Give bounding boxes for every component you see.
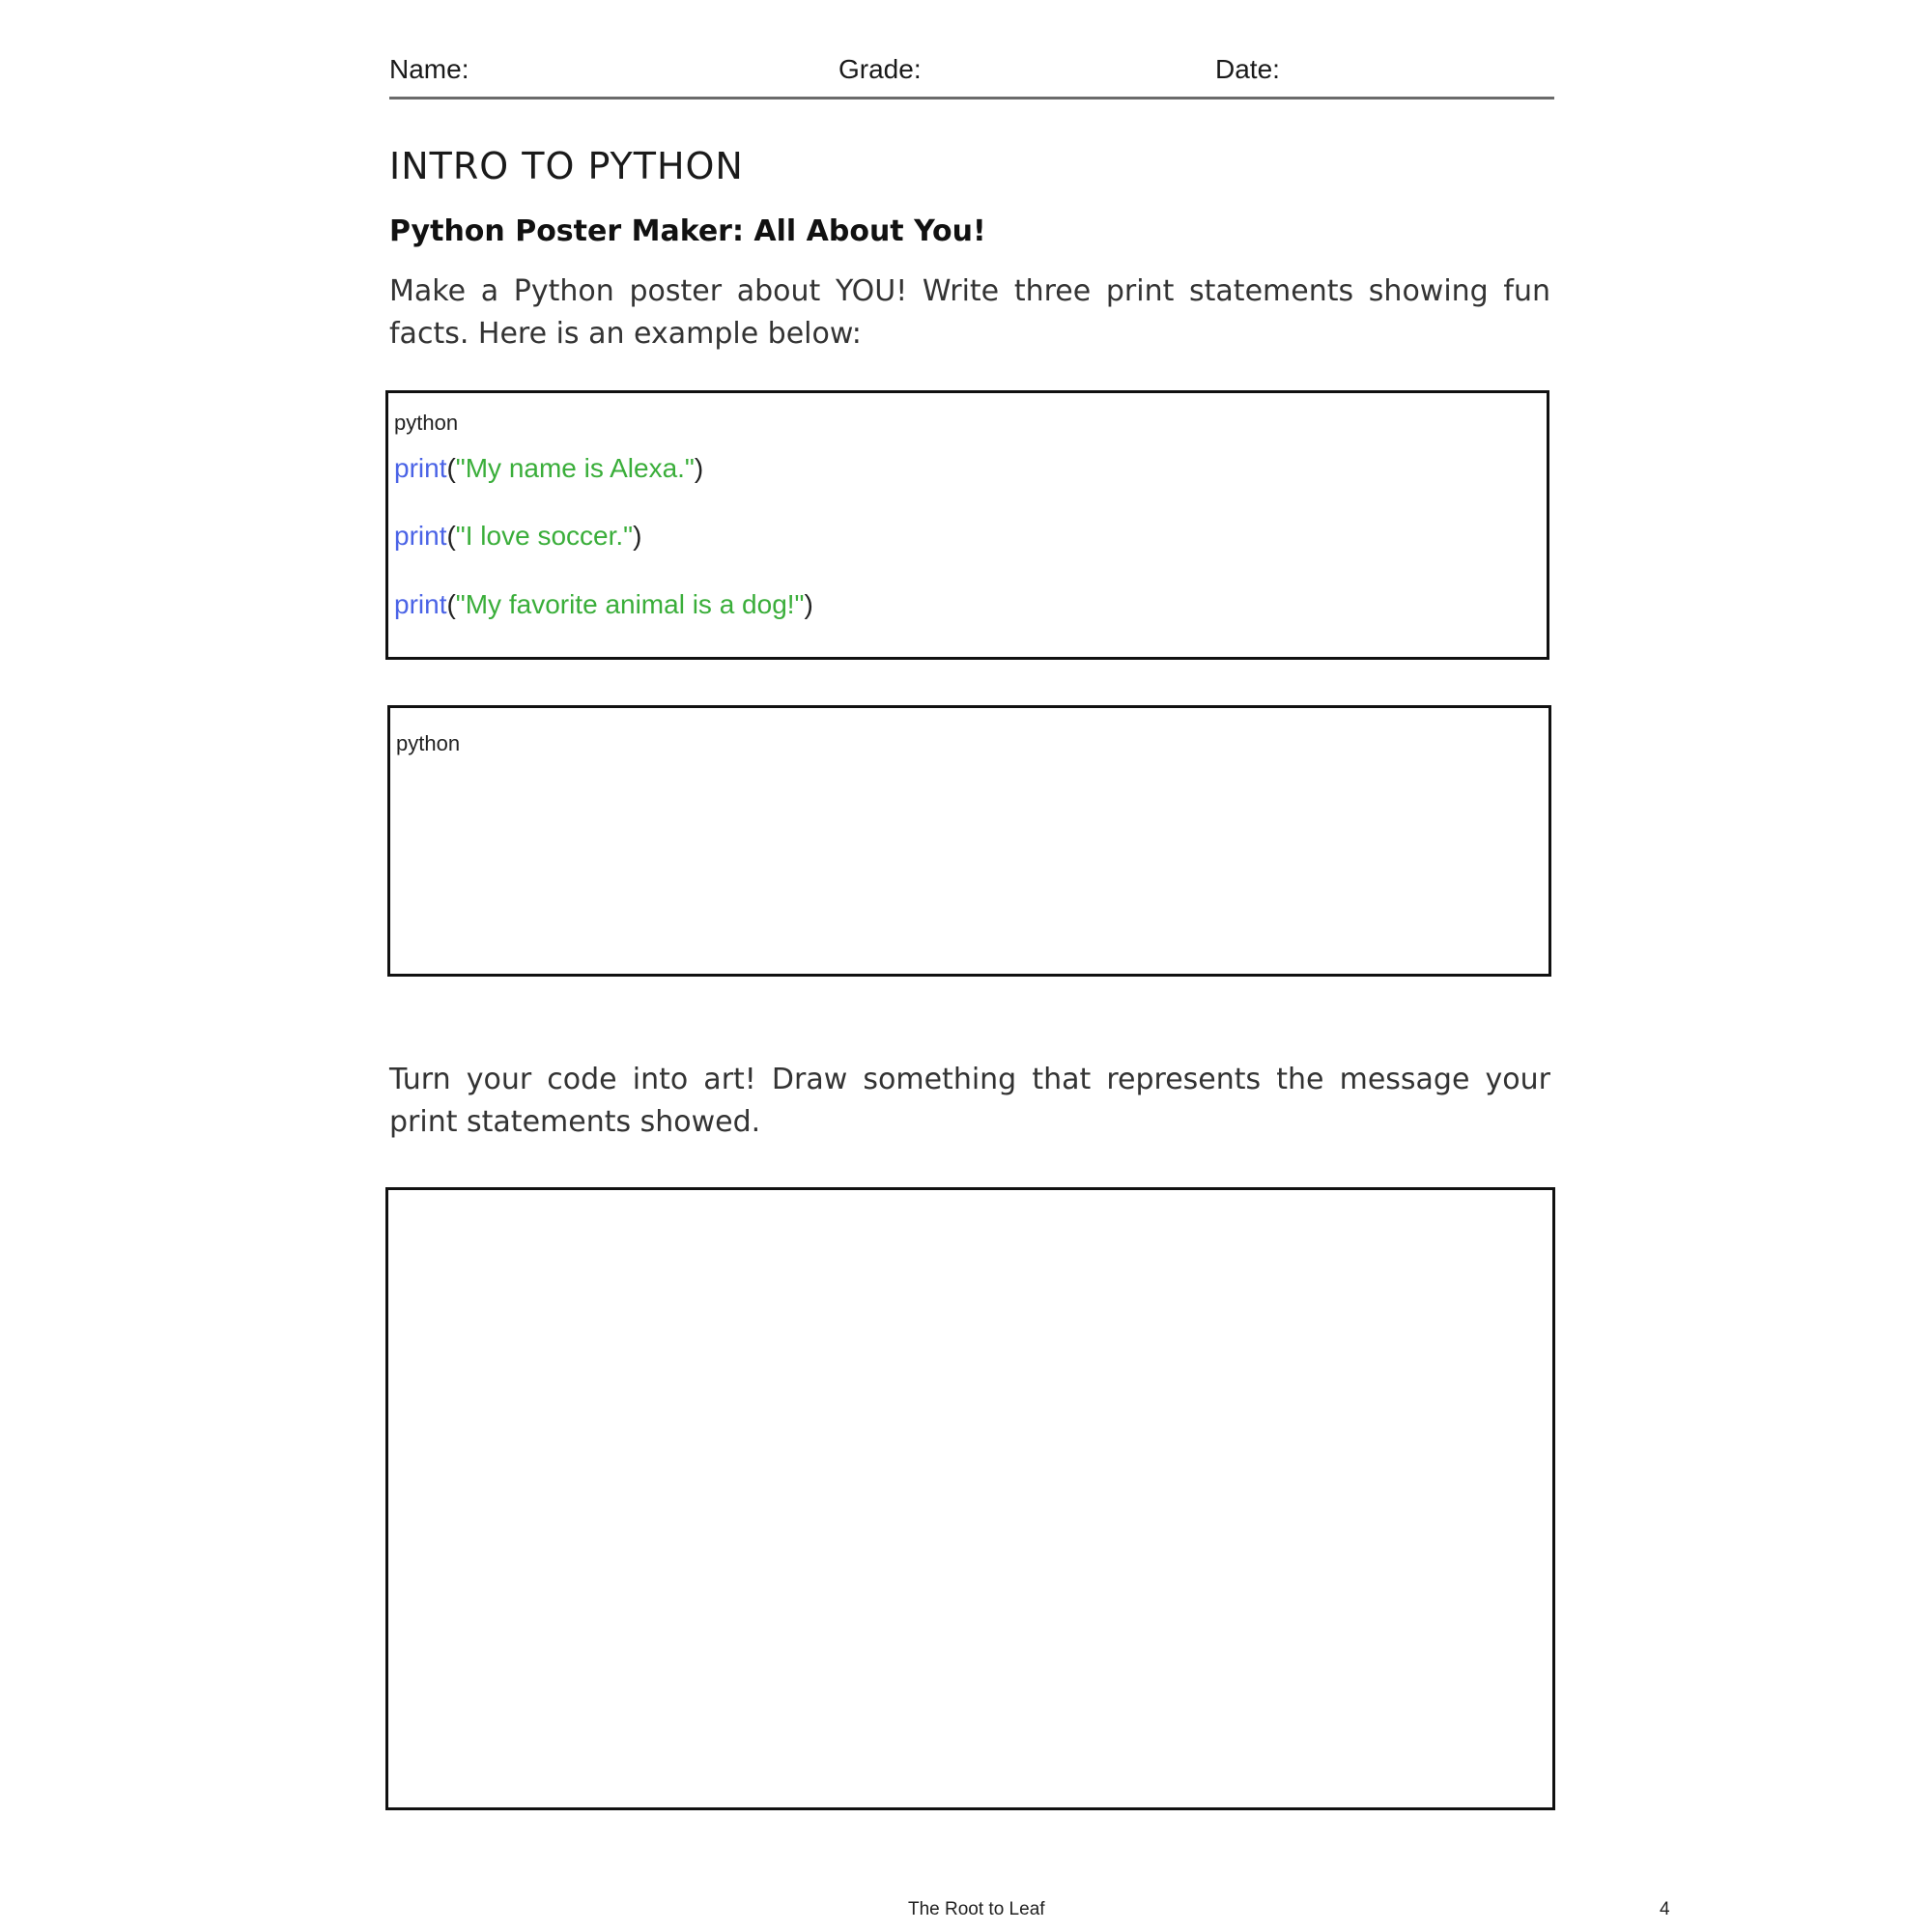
code-paren: ) [694,453,704,483]
footer-title: The Root to Leaf [908,1899,1045,1919]
header-fields [389,50,1554,99]
date-label: Date: [1215,54,1280,84]
code-string: "I love soccer." [455,521,634,551]
code-line [394,589,813,620]
example-code-box [385,390,1549,660]
code-keyword: print [394,453,447,483]
activity-subtitle: Python Poster Maker: All About You! [389,214,986,248]
code-string: "My name is Alexa." [455,453,695,483]
art-instructions-text: Turn your code into art! Draw something that represents the message your print statements showed. [389,1063,1550,1139]
code-keyword: print [394,589,447,619]
page-number: 4 [1660,1899,1670,1919]
code-line [394,453,703,484]
code-paren: ( [446,521,456,551]
code-paren: ( [446,589,456,619]
code-language-label: python [394,411,459,435]
code-keyword: print [394,521,447,551]
code-paren: ) [804,589,813,619]
grade-label: Grade: [838,54,922,84]
instructions-text: Make a Python poster about YOU! Write three print statements showing fun facts. Here is an example below: [389,274,1550,351]
code-language-label: python [396,731,461,755]
drawing-area-box[interactable] [385,1187,1555,1810]
page-title: INTRO TO PYTHON [389,145,744,187]
name-label: Name: [389,54,469,84]
code-paren: ) [633,521,642,551]
code-string: "My favorite animal is a dog!" [455,589,805,619]
student-code-box[interactable] [387,705,1551,977]
code-paren: ( [446,453,456,483]
code-line [394,521,641,552]
